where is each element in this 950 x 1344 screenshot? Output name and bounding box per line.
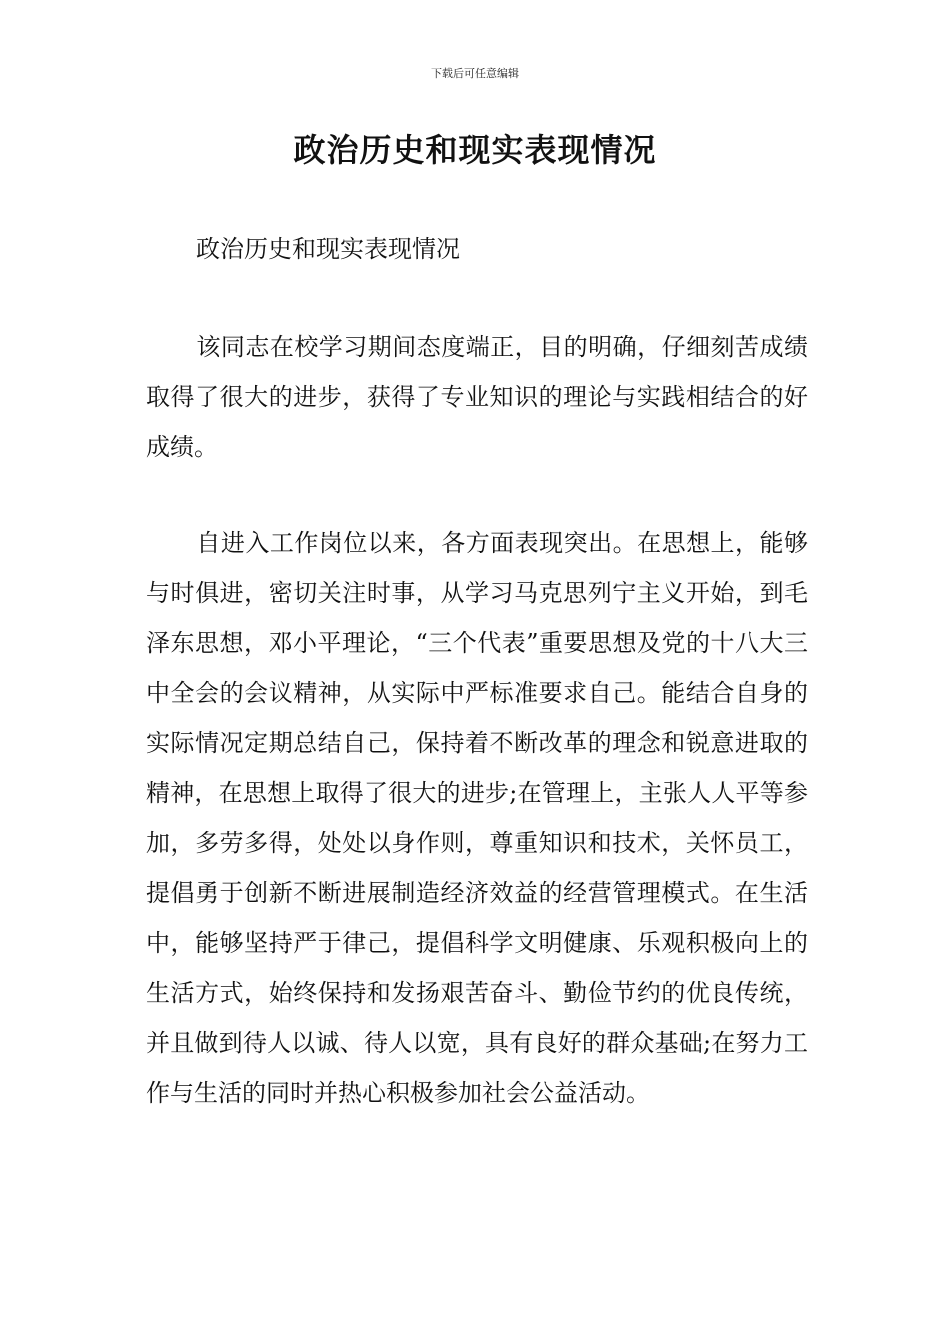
paragraph-work: 自进入工作岗位以来，各方面表现突出。在思想上，能够与时俱进，密切关注时事，从学习马克思列宁主义开始，到毛泽东思想，邓小平理论，“三个代表”重要思想及党的十八大三中全会的会议精神，从实际中严标准要求自己。能结合自身的实际情况定期总结自己，保持着不断改革的理念和锐意进取的精神，在思想上取得了很大的进步;在管理上，主张人人平等参加，多劳多得，处处以身作则，尊重知识和技术，关怀员工，提倡勇于创新不断进展制造经济效益的经营管理模式。在生活中，能够坚持严于律己，提倡科学文明健康、乐观积极向上的生活方式，始终保持和发扬艰苦奋斗、勤俭节约的优良传统，并且做到待人以诚、待人以宽，具有良好的群众基础;在努力工作与生活的同时并热心积极参加社会公益活动。: [146, 529, 808, 1107]
document-title: 政治历史和现实表现情况: [293, 131, 657, 169]
document-body: [146, 224, 808, 1118]
paragraph-study: 该同志在校学习期间态度端正，目的明确，仔细刻苦成绩取得了很大的进步，获得了专业知识的理论与实践相结合的好成绩。: [146, 333, 808, 461]
document-subtitle: 政治历史和现实表现情况: [196, 235, 460, 263]
header-note: 下载后可任意编辑: [431, 67, 519, 80]
